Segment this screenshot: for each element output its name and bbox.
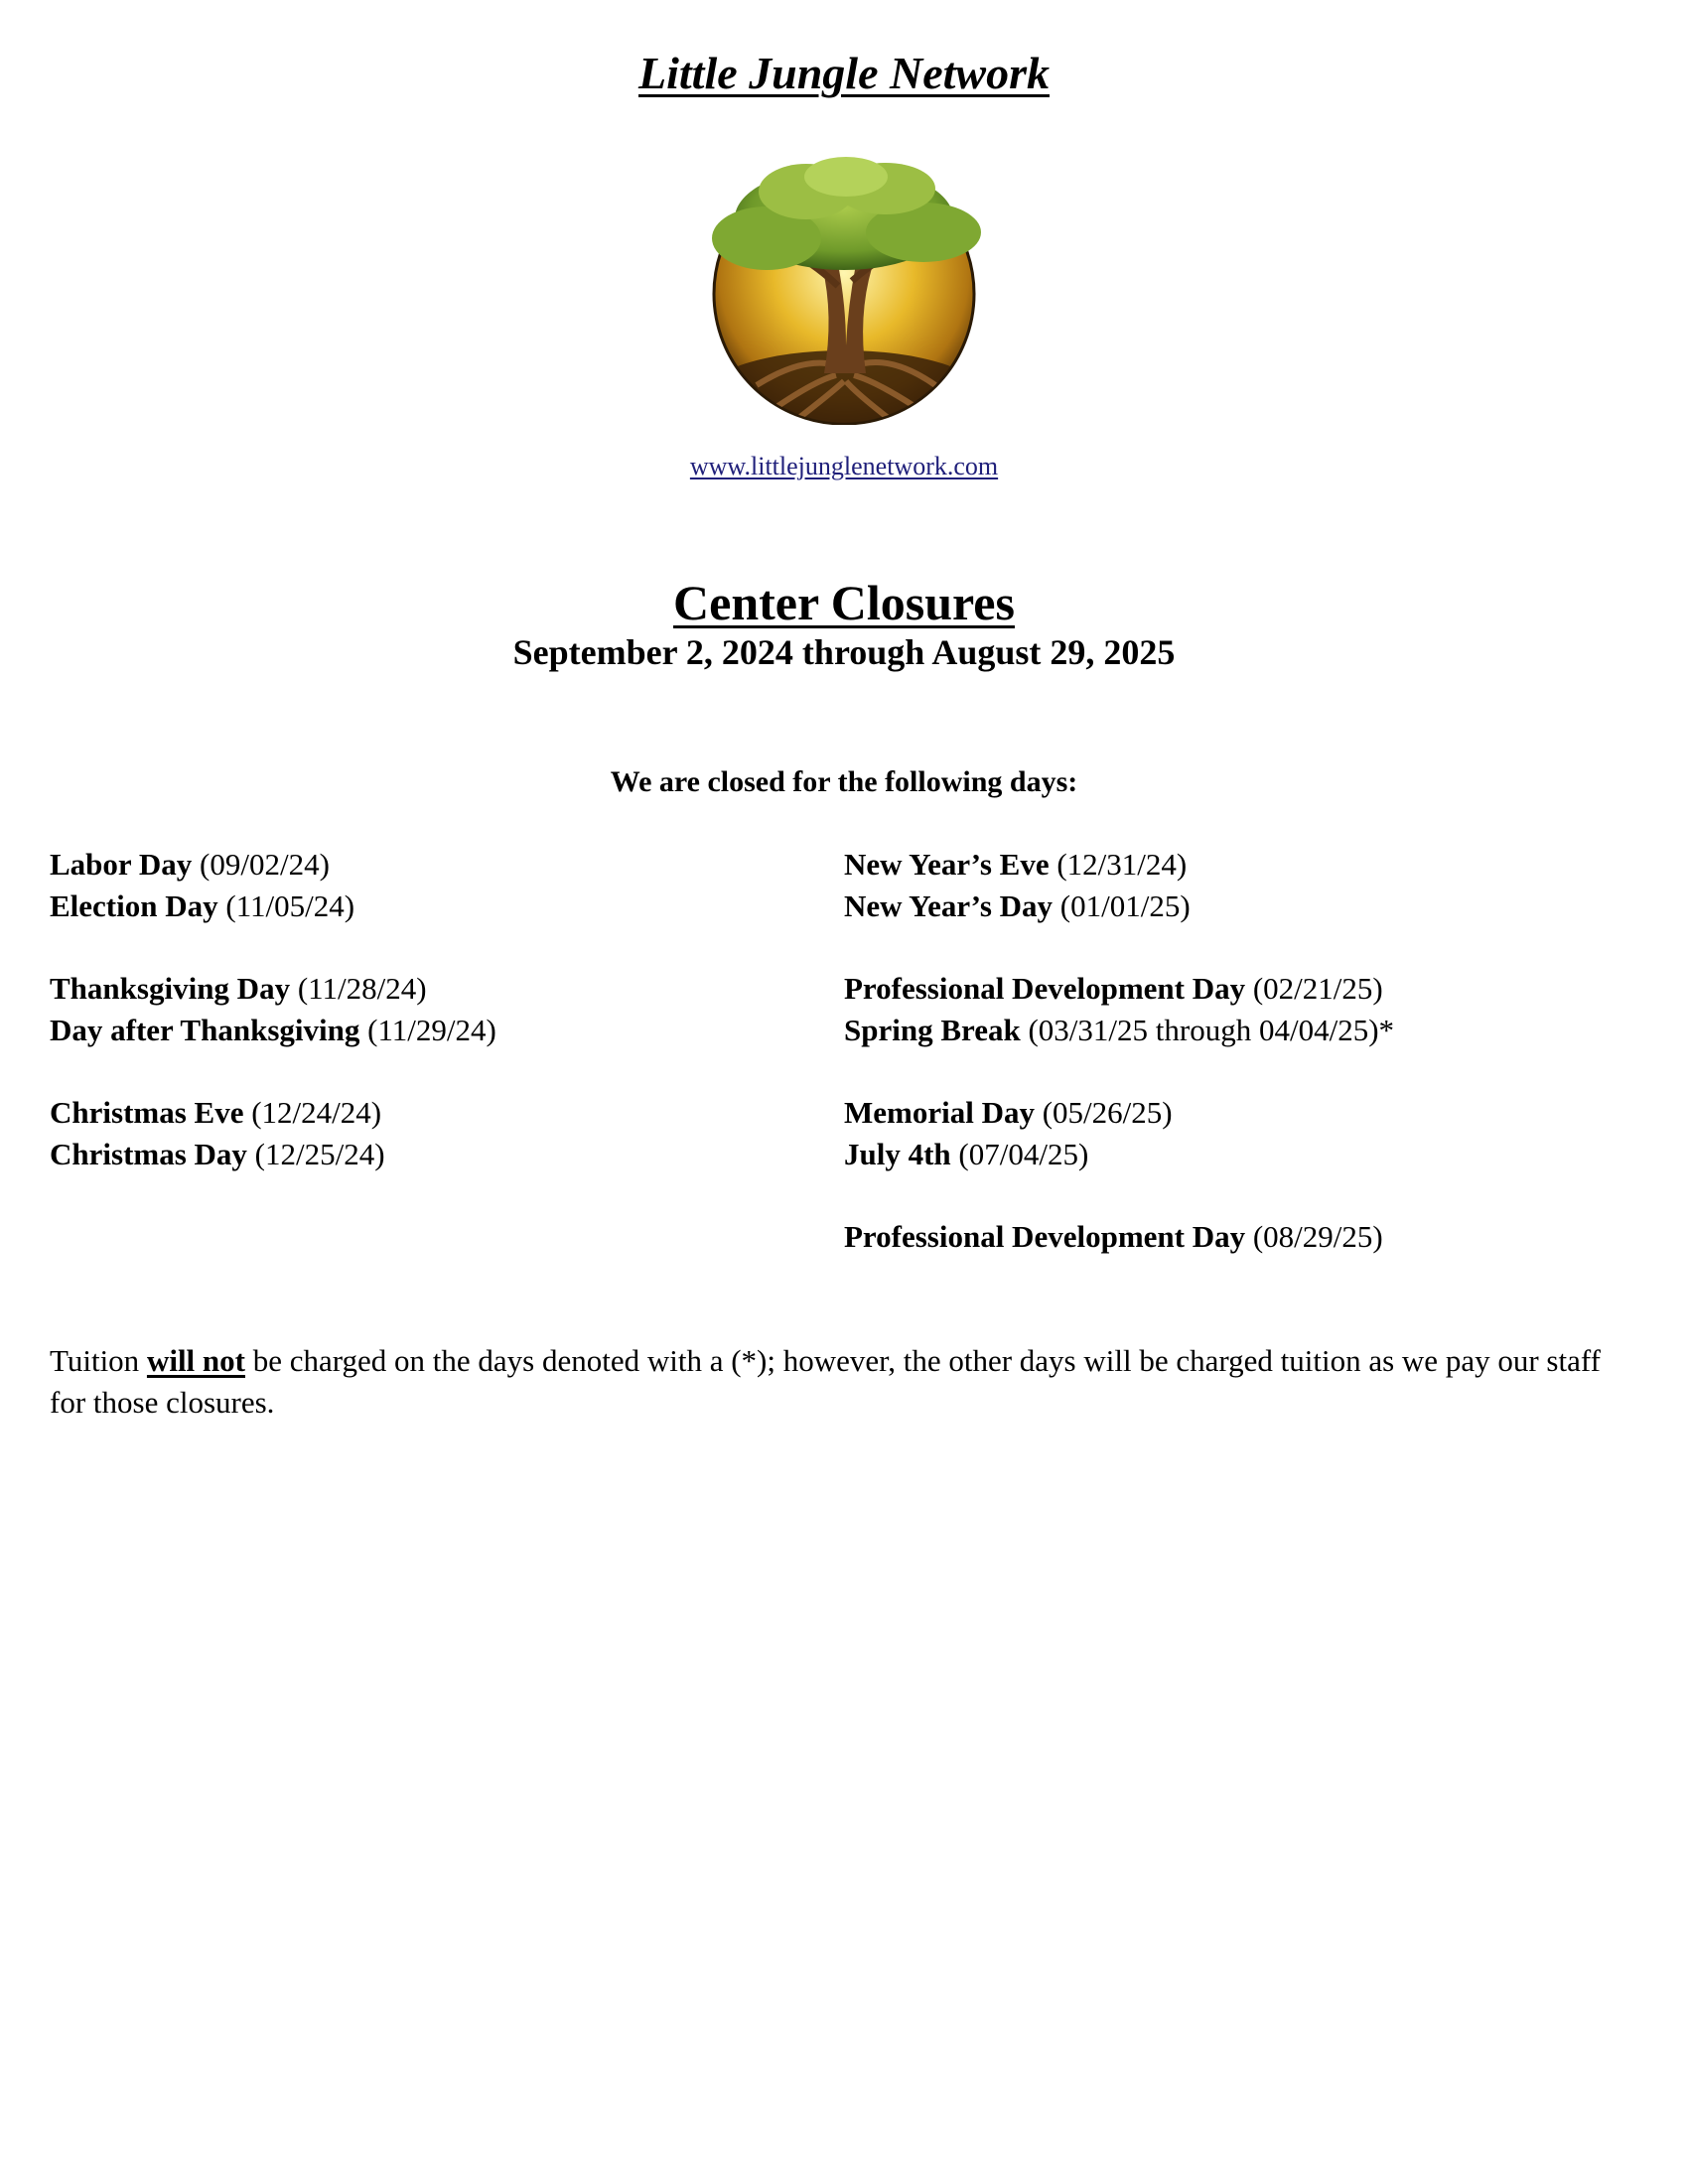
closure-item — [844, 844, 1394, 886]
closures-right-column — [844, 844, 1394, 1258]
closure-name: Professional Development Day — [844, 1219, 1246, 1254]
closure-date: (11/05/24) — [217, 888, 355, 923]
closure-date: (12/25/24) — [246, 1137, 385, 1171]
spacer — [50, 927, 496, 968]
closure-date: (12/24/24) — [243, 1095, 382, 1130]
spacer — [50, 1051, 496, 1092]
closure-item — [50, 1092, 496, 1134]
document-title: Center Closures — [673, 575, 1015, 630]
closure-name: Thanksgiving Day — [50, 971, 291, 1006]
closure-item — [844, 1134, 1394, 1175]
tuition-note-part2: be charged on the days denoted with a (*); however, the other days will be charged tuition as we pay our staff for those closures. — [50, 1343, 1601, 1420]
closure-name: Labor Day — [50, 847, 193, 882]
closure-name: Memorial Day — [844, 1095, 1035, 1130]
closure-name: Professional Development Day — [844, 971, 1246, 1006]
closure-name: July 4th — [844, 1137, 951, 1171]
closure-date: (08/29/25) — [1245, 1219, 1383, 1254]
closure-item — [50, 844, 496, 886]
closure-item — [50, 886, 496, 927]
closure-name: Christmas Eve — [50, 1095, 244, 1130]
website-link[interactable]: www.littlejunglenetwork.com — [689, 452, 999, 480]
closure-item — [844, 968, 1394, 1010]
closure-name: New Year’s Eve — [844, 847, 1050, 882]
tuition-note-emphasis: will not — [146, 1343, 245, 1378]
closure-item — [50, 1134, 496, 1175]
closure-date: (07/04/25) — [950, 1137, 1089, 1171]
closure-name: Day after Thanksgiving — [50, 1013, 360, 1047]
closure-date: (02/21/25) — [1245, 971, 1383, 1006]
closure-date: (11/29/24) — [359, 1013, 496, 1047]
spacer — [844, 1175, 1394, 1216]
closure-item — [50, 968, 496, 1010]
closures-left-column — [50, 844, 496, 1175]
tree-of-life-icon — [697, 147, 985, 425]
closure-name: Spring Break — [844, 1013, 1021, 1047]
closure-item — [844, 1092, 1394, 1134]
tuition-note-part1: Tuition — [50, 1343, 147, 1378]
closures-intro: We are closed for the following days: — [610, 765, 1078, 798]
spacer — [844, 1051, 1394, 1092]
closure-date: (12/31/24) — [1049, 847, 1188, 882]
closure-name: New Year’s Day — [844, 888, 1054, 923]
organization-title: Little Jungle Network — [638, 48, 1050, 98]
closure-item — [50, 1010, 496, 1051]
date-range: September 2, 2024 through August 29, 2025 — [512, 632, 1176, 672]
tuition-note — [50, 1340, 1638, 1424]
closure-name: Christmas Day — [50, 1137, 247, 1171]
closure-date: (09/02/24) — [192, 847, 330, 882]
closure-date: (05/26/25) — [1034, 1095, 1173, 1130]
closure-item — [844, 1216, 1394, 1258]
closure-name: Election Day — [50, 888, 218, 923]
closure-item — [844, 886, 1394, 927]
closure-date: (01/01/25) — [1053, 888, 1191, 923]
closure-date: (11/28/24) — [290, 971, 427, 1006]
closure-item — [844, 1010, 1394, 1051]
closure-date: (03/31/25 through 04/04/25)* — [1020, 1013, 1395, 1047]
spacer — [844, 927, 1394, 968]
